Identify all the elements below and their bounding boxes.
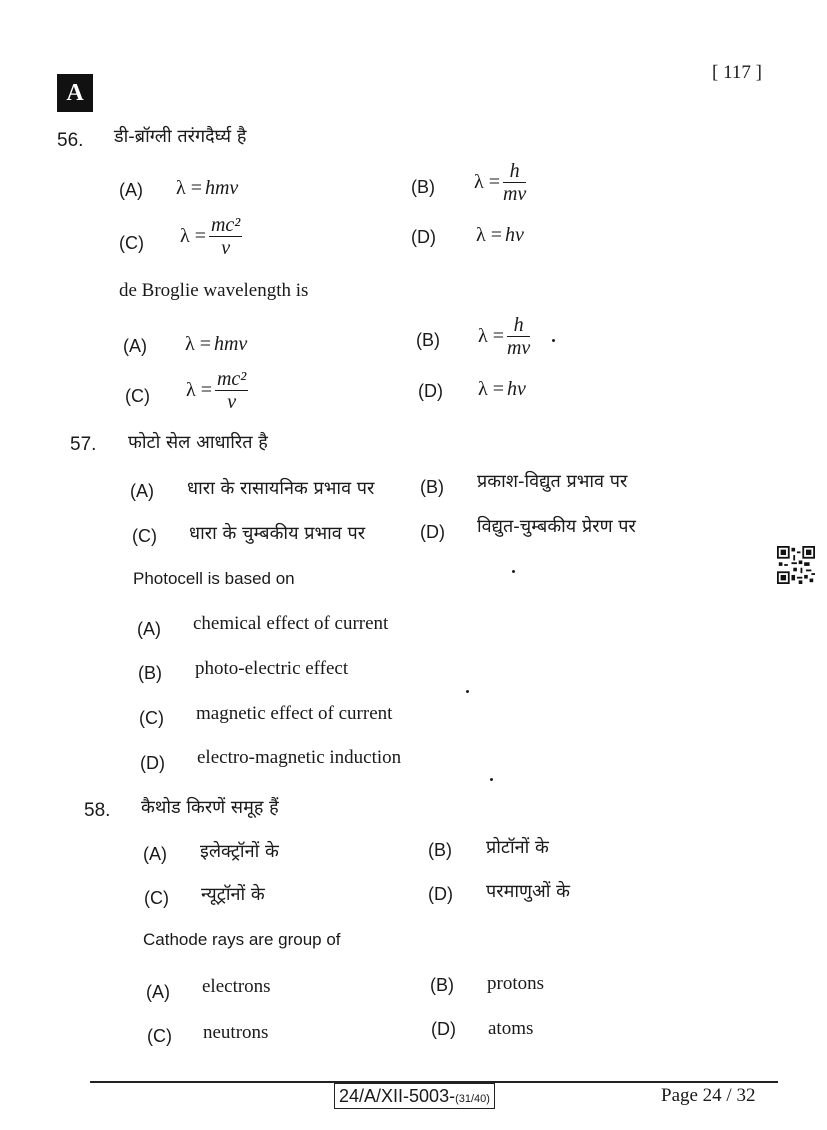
q58-e-option-a-text: electrons <box>202 976 271 997</box>
section-badge: A <box>57 74 93 112</box>
q56-h-option-c-equation: λ = $\frac{\text{mc²}}{v}$ <box>180 214 241 259</box>
question-56-english: de Broglie wavelength is <box>119 280 309 301</box>
q58-e-option-d-label: (D) <box>431 1019 456 1039</box>
q58-h-option-b-text: प्रोटॉनों के <box>486 837 549 858</box>
question-56-hindi: डी-ब्रॉग्ली तरंगदैर्घ्य है <box>114 126 247 147</box>
q56-h-option-d-label: (D) <box>411 227 436 247</box>
q56-e-option-d-equation: λ = hv <box>478 378 526 400</box>
q56-e-option-c-label: (C) <box>125 386 150 406</box>
qr-code-icon <box>777 546 815 584</box>
q56-h-option-b-equation: λ = $\frac{h}{mv}$ <box>474 160 527 205</box>
q56-e-c-numerator: mc² <box>216 368 247 390</box>
q56-h-option-b-label: (B) <box>411 177 435 197</box>
q58-h-option-c-text: न्यूट्रॉनों के <box>201 884 265 905</box>
q58-h-option-c-label: (C) <box>144 888 169 908</box>
question-56-number: 56. <box>57 130 84 151</box>
q56-h-c-numerator: mc² <box>210 214 241 236</box>
question-57-hindi: फोटो सेल आधारित है <box>128 432 268 453</box>
q56-h-option-a-equation: λ = hmv <box>176 177 239 199</box>
q56-h-b-denominator: mv <box>502 183 527 205</box>
q57-e-option-d-text: electro-magnetic induction <box>197 747 402 768</box>
page-number: Page 24 / 32 <box>661 1085 756 1106</box>
q57-h-option-c-label: (C) <box>132 526 157 546</box>
q56-e-option-c-equation: λ = $\frac{\text{mc²}}{v}$ <box>186 368 247 413</box>
scan-dot <box>552 339 555 342</box>
paper-code: 24/A/XII-5003- <box>339 1086 456 1106</box>
q56-e-option-a-equation: λ = hmv <box>185 333 248 355</box>
q58-h-option-a-text: इलेक्ट्रॉनों के <box>200 841 279 862</box>
page-reference: [ 117 ] <box>712 62 762 83</box>
q56-e-option-d-label: (D) <box>418 381 443 401</box>
question-58-number: 58. <box>84 800 111 821</box>
q58-e-option-b-text: protons <box>487 973 544 994</box>
scan-dot <box>490 778 493 781</box>
q57-h-option-a-label: (A) <box>130 481 154 501</box>
q56-e-b-denominator: mv <box>506 337 531 359</box>
q56-e-option-a-label: (A) <box>123 336 147 356</box>
q57-e-option-d-label: (D) <box>140 753 165 773</box>
q57-e-option-a-label: (A) <box>137 619 161 639</box>
q56-h-b-numerator: h <box>503 160 526 183</box>
question-57-number: 57. <box>70 434 97 455</box>
q58-e-option-b-label: (B) <box>430 975 454 995</box>
q57-e-option-c-label: (C) <box>139 708 164 728</box>
q56-h-option-c-label: (C) <box>119 233 144 253</box>
question-57-english: Photocell is based on <box>133 569 295 588</box>
q56-e-option-b-label: (B) <box>416 330 440 350</box>
q58-e-option-a-label: (A) <box>146 982 170 1002</box>
q57-h-option-c-text: धारा के चुम्बकीय प्रभाव पर <box>189 523 366 544</box>
q56-h-option-a-label: (A) <box>119 180 143 200</box>
scan-dot <box>512 570 515 573</box>
question-58-hindi: कैथोड किरणें समूह हैं <box>141 797 279 818</box>
q56-e-c-denominator: v <box>227 391 237 413</box>
scan-dot <box>466 690 469 693</box>
q58-h-option-b-label: (B) <box>428 840 452 860</box>
question-58-english: Cathode rays are group of <box>143 930 341 949</box>
q57-h-option-b-label: (B) <box>420 477 444 497</box>
q58-e-option-d-text: atoms <box>488 1018 534 1039</box>
q57-h-option-d-text: विद्युत-चुम्बकीय प्रेरण पर <box>477 516 636 537</box>
q58-e-option-c-text: neutrons <box>203 1022 269 1043</box>
q56-e-b-numerator: h <box>507 314 530 337</box>
paper-code-suffix: (31/40) <box>455 1093 490 1105</box>
q58-h-option-d-label: (D) <box>428 884 453 904</box>
q58-h-option-d-text: परमाणुओं के <box>486 881 570 902</box>
q57-e-option-a-text: chemical effect of current <box>193 613 389 634</box>
q57-h-option-d-label: (D) <box>420 522 445 542</box>
q58-h-option-a-label: (A) <box>143 844 167 864</box>
paper-code-box <box>334 1083 495 1109</box>
q57-h-option-b-text: प्रकाश-विद्युत प्रभाव पर <box>477 471 628 492</box>
q57-h-option-a-text: धारा के रासायनिक प्रभाव पर <box>187 478 375 499</box>
q58-e-option-c-label: (C) <box>147 1026 172 1046</box>
q56-e-option-b-equation: λ = $\frac{h}{mv}$ <box>478 314 531 359</box>
q56-h-option-d-equation: λ = hv <box>476 224 524 246</box>
q56-h-c-denominator: v <box>221 237 231 259</box>
q57-e-option-b-label: (B) <box>138 663 162 683</box>
q57-e-option-b-text: photo-electric effect <box>195 658 349 679</box>
q57-e-option-c-text: magnetic effect of current <box>196 703 393 724</box>
